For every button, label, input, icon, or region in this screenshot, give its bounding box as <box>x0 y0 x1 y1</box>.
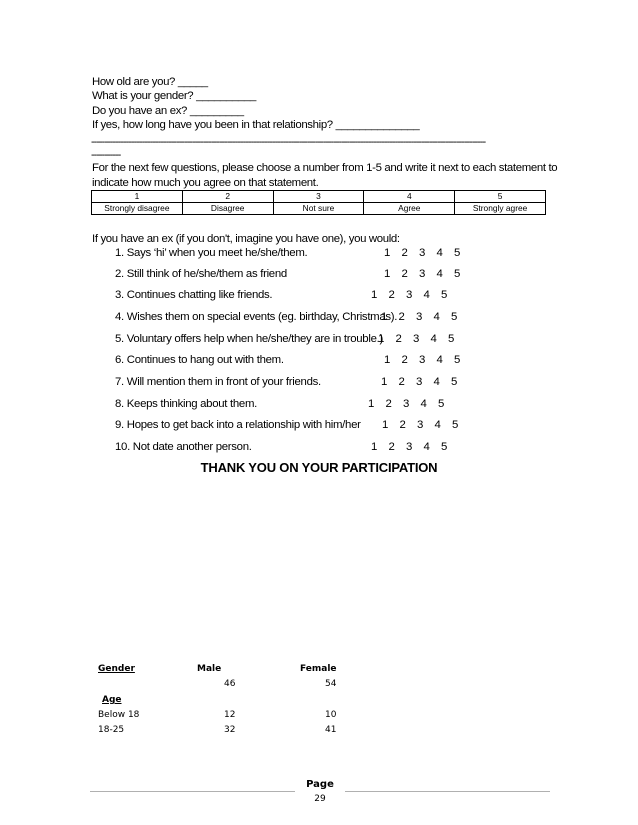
question-ex: Do you have an ex? _________ <box>92 105 244 117</box>
page-number: 29 <box>314 794 326 804</box>
statement-item: 6. Continues to hang out with them. <box>115 354 284 366</box>
instruction-line-2: indicate how much you agree on that statement. <box>92 177 319 189</box>
scale-label-row <box>92 203 546 215</box>
dashed-separator: ---------------------------------------------------------------------------------------------------------------------------------------------------- <box>91 137 486 148</box>
page-label: Page <box>306 779 334 790</box>
scale-label: Strongly agree <box>455 203 546 215</box>
instruction-line-1: For the next few questions, please choose a number from 1-5 and write it next to each statement to <box>92 162 558 174</box>
statement-item: 7. Will mention them in front of your friends. <box>115 376 321 388</box>
scale-number-row <box>92 191 546 203</box>
rating-options: 1 2 3 4 5 <box>381 376 458 388</box>
scale-label: Disagree <box>182 203 273 215</box>
rating-options: 1 2 3 4 5 <box>384 268 461 280</box>
statement-item: 3. Continues chatting like friends. <box>115 289 273 301</box>
male-header: Male <box>197 664 222 674</box>
scale-label: Agree <box>364 203 455 215</box>
age-row-label: Below 18 <box>98 710 140 720</box>
scale-label: Strongly disagree <box>92 203 183 215</box>
scale-number: 5 <box>455 191 546 203</box>
scale-number: 3 <box>273 191 364 203</box>
scale-number: 1 <box>92 191 183 203</box>
statement-item: 4. Wishes them on special events (eg. birthday, Christmas). <box>115 311 398 323</box>
rating-options: 1 2 3 4 5 <box>384 354 461 366</box>
age-header: Age <box>102 695 122 705</box>
rating-options: 1 2 3 4 5 <box>371 289 448 301</box>
age-row-female: 41 <box>325 725 337 735</box>
statement-item: 2. Still think of he/she/them as friend <box>115 268 287 280</box>
age-row-male: 32 <box>224 725 236 735</box>
statement-item: 9. Hopes to get back into a relationship with him/her <box>115 419 361 431</box>
rating-options: 1 2 3 4 5 <box>371 441 448 453</box>
question-age: How old are you? _____ <box>92 76 208 88</box>
statement-item: 10. Not date another person. <box>115 441 252 453</box>
age-row-male: 12 <box>224 710 236 720</box>
gender-header: Gender <box>98 664 135 674</box>
female-header: Female <box>300 664 337 674</box>
rating-options: 1 2 3 4 5 <box>378 333 455 345</box>
rating-options: 1 2 3 4 5 <box>381 311 458 323</box>
age-row-female: 10 <box>325 710 337 720</box>
rating-options: 1 2 3 4 5 <box>384 247 461 259</box>
gender-male-count: 46 <box>224 679 236 689</box>
footer-rule-right <box>345 791 550 792</box>
dashed-separator-end: ----------- <box>91 150 121 161</box>
statement-item: 5. Voluntary offers help when he/she/they are in trouble.) <box>115 333 383 345</box>
question-duration: If yes, how long have you been in that relationship? ______________ <box>92 119 420 131</box>
scale-label: Not sure <box>273 203 364 215</box>
thank-you-heading: THANK YOU ON YOUR PARTICIPATION <box>200 460 438 475</box>
statement-item: 8. Keeps thinking about them. <box>115 398 258 410</box>
statement-item: 1. Says ‘hi’ when you meet he/she/them. <box>115 247 308 259</box>
gender-female-count: 54 <box>325 679 337 689</box>
footer-rule-left <box>90 791 295 792</box>
rating-options: 1 2 3 4 5 <box>368 398 445 410</box>
scale-number: 2 <box>182 191 273 203</box>
question-gender: What is your gender? __________ <box>92 90 256 102</box>
scale-number: 4 <box>364 191 455 203</box>
statements-prompt: If you have an ex (if you don't, imagine you have one), you would: <box>92 233 400 245</box>
agreement-scale-table <box>91 190 546 215</box>
rating-options: 1 2 3 4 5 <box>382 419 459 431</box>
age-row-label: 18-25 <box>98 725 125 735</box>
